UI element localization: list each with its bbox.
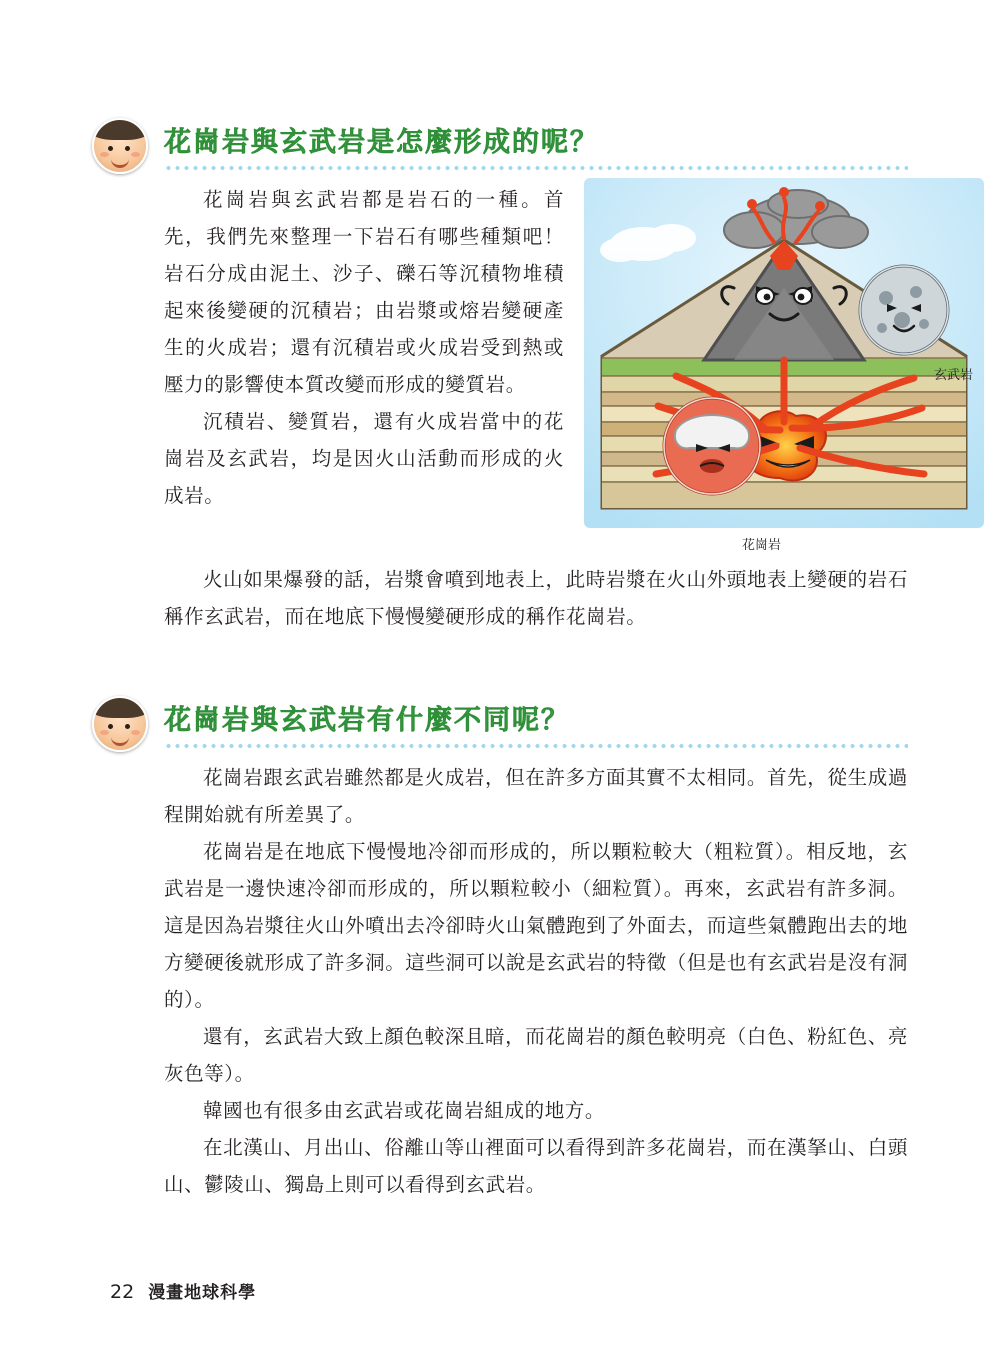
- paragraph: 在北漢山、月出山、俗離山等山裡面可以看得到許多花崗岩，而在漢拏山、白頭山、鬱陵山、獨島上則可以看得到玄武岩。: [164, 1138, 908, 1196]
- section-formation: [92, 116, 974, 628]
- avatar-mouth: [111, 734, 129, 746]
- dotted-divider: [164, 744, 908, 748]
- avatar-eye-left: [108, 724, 113, 729]
- avatar-cheek-right: [131, 152, 140, 157]
- paragraph: 沉積岩、變質岩，還有火成岩當中的花崗岩及玄武岩，均是因火山活動而形成的火成岩。: [164, 412, 564, 507]
- paragraph: 還有，玄武岩大致上顏色較深且暗，而花崗岩的顏色較明亮（白色、粉紅色、亮灰色等）。: [164, 1027, 908, 1085]
- figure-label-basalt: 玄武岩: [934, 368, 974, 383]
- avatar-hair: [92, 696, 148, 718]
- avatar-mouth: [111, 156, 129, 168]
- paragraph: 花崗岩與玄武岩都是岩石的一種。首先，我們先來整理一下岩石有哪些種類吧！岩石分成由泥土、沙子、礫石等沉積物堆積起來後變硬的沉積岩；由岩漿或熔岩變硬產生的火成岩；還有沉積岩或火成岩受到熱或壓力的影響使本質改變而形成的變質岩。: [164, 190, 564, 396]
- paragraph: 花崗岩跟玄武岩雖然都是火成岩，但在許多方面其實不太相同。首先，從生成過程開始就有所差異了。: [164, 768, 908, 826]
- dotted-divider: [164, 166, 908, 170]
- figure-label-granite: 花崗岩: [742, 538, 782, 553]
- section-2-text: [164, 760, 908, 1204]
- avatar-cheek-left: [100, 730, 109, 735]
- volcano-figure: [584, 178, 1000, 578]
- section-differences: [92, 694, 908, 1196]
- section-heading-row: [92, 116, 908, 174]
- section-title: 花崗岩與玄武岩是怎麼形成的呢？: [164, 127, 599, 158]
- paragraph: 火山如果爆發的話，岩漿會噴到地表上，此時岩漿在火山外頭地表上變硬的岩石稱作玄武岩，而在地底下慢慢變硬形成的稱作花崗岩。: [164, 570, 908, 628]
- paragraph: 花崗岩是在地底下慢慢地冷卻而形成的，所以顆粒較大（粗粒質）。相反地，玄武岩是一邊快速冷卻而形成的，所以顆粒較小（細粒質）。再來，玄武岩有許多洞。這是因為岩漿往火山外噴出去冷卻時火山氣體跑到了外面去，而這些氣體跑出去的地方變硬後就形成了許多洞。這些洞可以說是玄武岩的特徵（但是也有玄武岩是沒有洞的）。: [164, 842, 908, 1011]
- avatar-cheek-left: [100, 152, 109, 157]
- avatar-hair: [92, 118, 148, 140]
- volcano-cross-section-illustration: [584, 178, 984, 528]
- section-heading-row: [92, 694, 908, 752]
- page-footer: [110, 1278, 256, 1303]
- avatar-cheek-right: [131, 730, 140, 735]
- narrator-avatar-icon: [92, 118, 148, 174]
- avatar-eye-right: [125, 724, 130, 729]
- book-title: 漫畫地球科學: [148, 1283, 257, 1303]
- section-title: 花崗岩與玄武岩有什麼不同呢？: [164, 705, 570, 736]
- section-1-column-text: [164, 182, 564, 515]
- narrator-avatar-icon: [92, 696, 148, 752]
- page-number: 22: [110, 1281, 135, 1303]
- paragraph: 韓國也有很多由玄武岩或花崗岩組成的地方。: [203, 1101, 606, 1122]
- avatar-eye-right: [125, 146, 130, 151]
- avatar-eye-left: [108, 146, 113, 151]
